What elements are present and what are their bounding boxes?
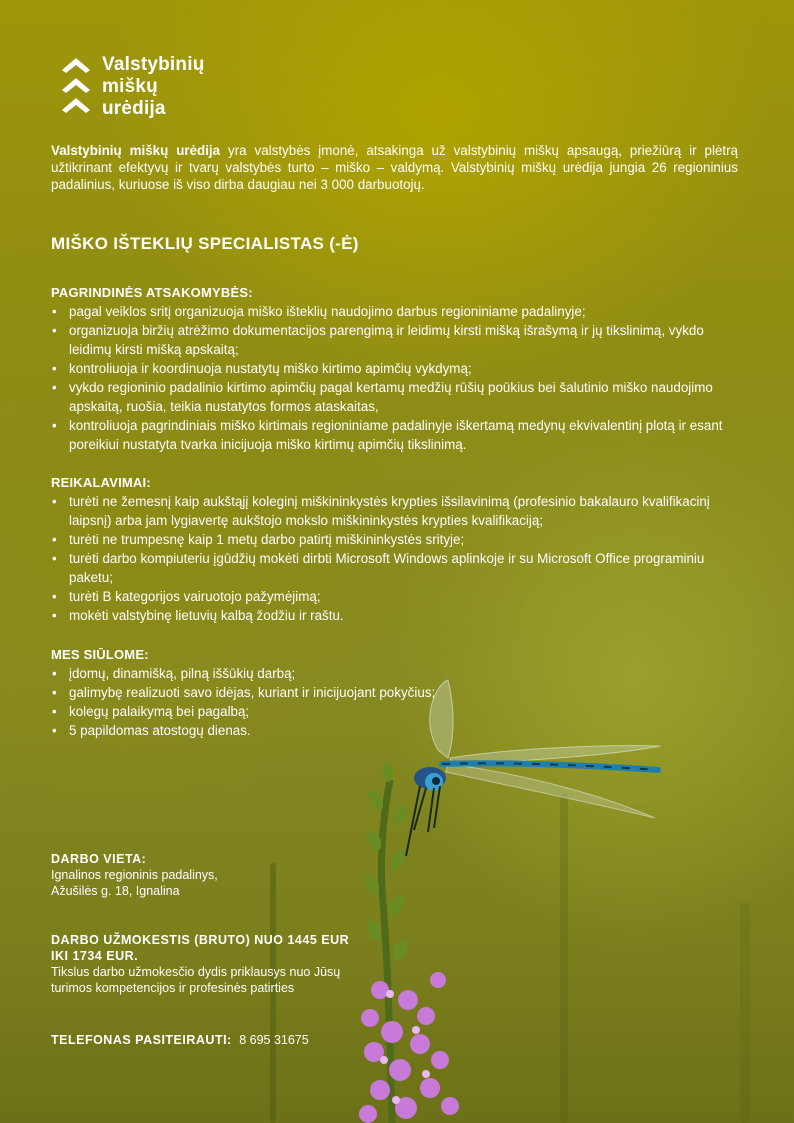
salary-label-line-2: IKI 1734 EUR. (51, 949, 139, 963)
logo-line-3: urėdija (102, 98, 166, 119)
offer-heading: MES SIŪLOME: (51, 647, 149, 662)
list-item: • galimybę realizuoti savo idėjas, kuriant ir inicijuojant pokyčius; (51, 683, 741, 702)
salary-block (51, 932, 349, 996)
responsibilities-section (51, 285, 741, 454)
list-item: • turėti darbo kompiuteriu įgūdžių mokėti dirbti Microsoft Windows aplinkoje ir su Microsoft Office programiniu paketu; (51, 549, 741, 587)
requirements-section (51, 475, 741, 625)
list-item: • 5 papildomas atostogų dienas. (51, 721, 741, 740)
phone-block (51, 1032, 309, 1048)
list-item: • kontroliuoja ir koordinuoja nustatytų miško kirtimo apimčių vykdymą; (51, 359, 741, 378)
list-item: • pagal veiklos sritį organizuoja miško išteklių naudojimo darbus regioniniame padalinyje; (51, 302, 741, 321)
workplace-line-1: Ignalinos regioninis padalinys, (51, 868, 218, 882)
list-item: • turėti ne trumpesnę kaip 1 metų darbo patirtį miškininkystės srityje; (51, 530, 741, 549)
list-item: • kolegų palaikymą bei pagalbą; (51, 702, 741, 721)
responsibilities-heading: PAGRINDINĖS ATSAKOMYBĖS: (51, 285, 253, 300)
intro-paragraph (51, 142, 738, 193)
dragonfly-heather-illustration (330, 660, 794, 1123)
logo-line-2: miškų (102, 76, 158, 97)
phone-number[interactable]: 8 695 31675 (239, 1033, 309, 1047)
list-item: • turėti ne žemesnį kaip aukštąjį koleginį miškininkystės krypties išsilavinimą (profesinio bakalauro kvalifikacinį laipsnį) arba jam lygiavertę aukštojo mokslo miškininkystės krypties kvalifikaciją; (51, 492, 741, 530)
workplace-line-2: Ažušilės g. 18, Ignalina (51, 884, 180, 898)
list-item: • turėti B kategorijos vairuotojo pažymėjimą; (51, 587, 741, 606)
job-title: MIŠKO IŠTEKLIŲ SPECIALISTAS (-Ė) (51, 234, 359, 253)
list-item: • įdomų, dinamišką, pilną iššūkių darbą; (51, 664, 741, 683)
workplace-label: DARBO VIETA: (51, 852, 147, 866)
list-item: • kontroliuoja pagrindiniais miško kirtimais regioniniame padalinyje iškertamą medynų ekvivalentinį plotą ir esant poreikiui nustatyta tvarka inicijuoja miško kirtimų apimčių tikslinimą. (51, 416, 741, 454)
intro-text: yra valstybės įmonė, atsakinga už valstybinių miškų apsaugą, priežiūrą ir plėtrą užtikrinant efektyvų ir tvarų valstybės turto – miško – valdymą. Valstybinių miškų urėdija jungia 26 regioninius padalinius, kuriuose iš viso dirba daugiau nei 3 000 darbuotojų. (51, 143, 738, 192)
requirements-heading: REIKALAVIMAI: (51, 475, 151, 490)
list-item: • organizuoja biržių atrėžimo dokumentacijos parengimą ir leidimų kirsti mišką išrašymą ir jų tikslinimą, vykdo leidimų kirsti mišką apskaitą; (51, 321, 741, 359)
list-item: • mokėti valstybinę lietuvių kalbą žodžiu ir raštu. (51, 606, 741, 625)
logo-line-1: Valstybinių (102, 54, 205, 75)
list-item: • vykdo regioninio padalinio kirtimo apimčių pagal kertamų medžių rūšių poūkius bei šalutinio miško naudojimo apskaitą, ruošia, teikia nustatytos formos ataskaitas, (51, 378, 741, 416)
salary-note-line-2: turimos kompetencijos ir profesinės patirties (51, 981, 295, 995)
company-logo (58, 54, 205, 120)
tree-logo-icon (58, 54, 94, 120)
workplace-block (51, 851, 218, 899)
org-name: Valstybinių miškų urėdija (51, 143, 221, 158)
salary-label-line-1: DARBO UŽMOKESTIS (BRUTO) NUO 1445 EUR (51, 933, 350, 947)
salary-note-line-1: Tikslus darbo užmokesčio dydis priklausys nuo Jūsų (51, 965, 341, 979)
phone-label: TELEFONAS PASITEIRAUTI: (51, 1033, 232, 1047)
